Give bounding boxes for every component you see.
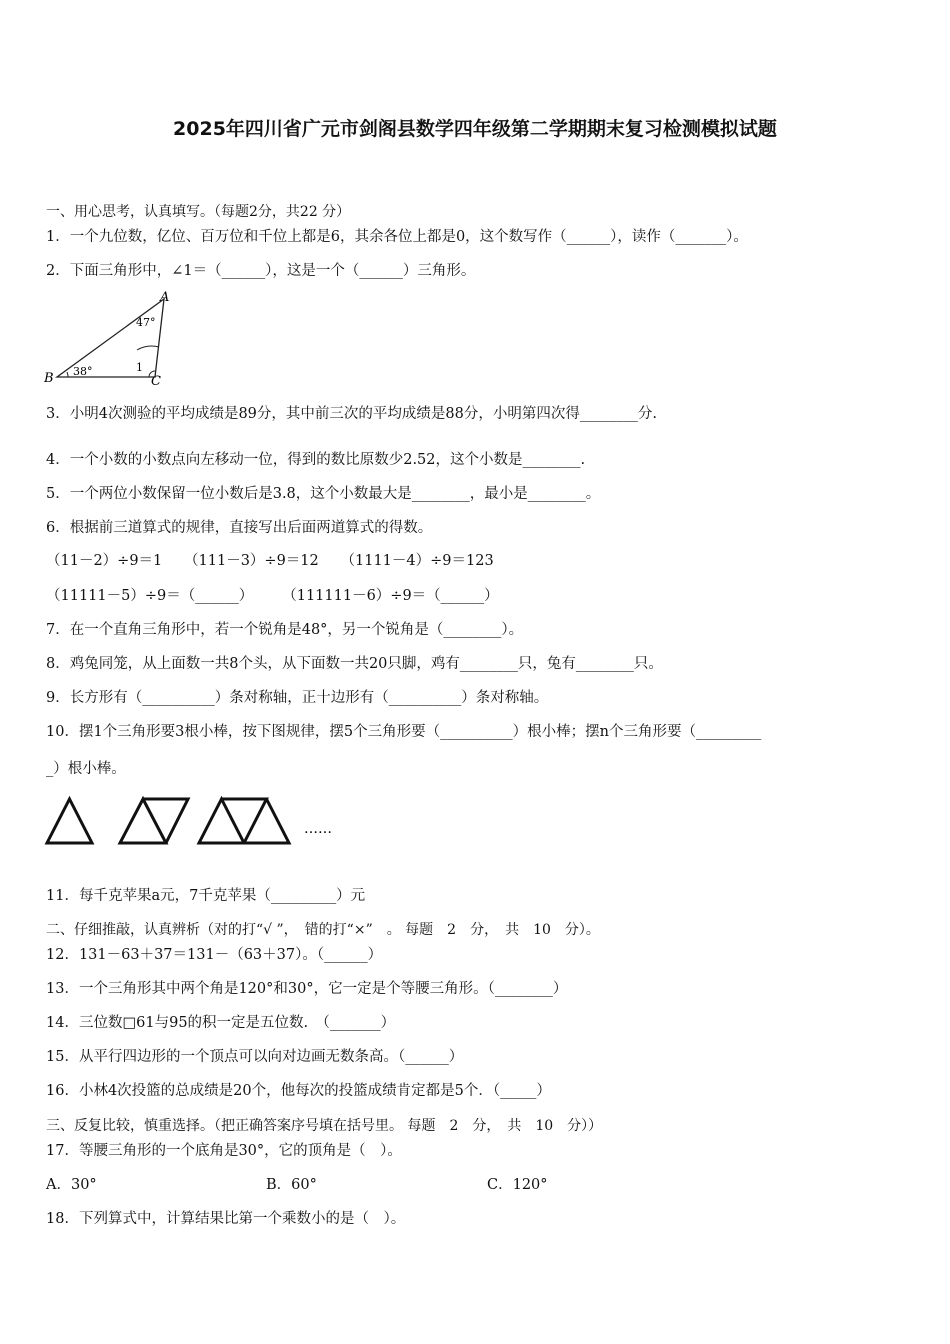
question-18: 18．下列算式中，计算结果比第一个乘数小的是（ ）。 [46, 1211, 406, 1227]
option-a: A．30° [46, 1177, 97, 1193]
option-c: C．120° [487, 1177, 548, 1193]
angle-1-label: 1 [136, 361, 143, 374]
question-4: 4．一个小数的小数点向左移动一位，得到的数比原数少2.52，这个小数是________. [46, 452, 586, 468]
question-6-examples: （11－2）÷9＝1 （111－3）÷9＝12 （1111－4）÷9＝123 [46, 553, 494, 569]
question-9: 9．长方形有（__________）条对称轴，正十边形有（__________）条对称轴。 [46, 690, 549, 706]
question-12: 12．131－63＋37＝131－（63＋37）。（______） [46, 947, 383, 963]
question-2: 2．下面三角形中，∠1＝（______），这是一个（______）三角形。 [46, 263, 476, 279]
section-1-heading: 一、用心思考，认真填写。（每题2分，共22 分） [46, 204, 351, 220]
triangle-label-a: A [160, 290, 170, 305]
triangle-pattern-figure [44, 793, 354, 847]
question-3: 3．小明4次测验的平均成绩是89分，其中前三次的平均成绩是88分，小明第四次得________分. [46, 406, 657, 422]
question-10-continued: _）根小棒。 [46, 761, 126, 777]
question-1: 1．一个九位数，亿位、百万位和千位上都是6，其余各位上都是0，这个数写作（______），读作（_______）。 [46, 229, 748, 245]
question-7: 7．在一个直角三角形中，若一个锐角是48°，另一个锐角是（________）。 [46, 622, 524, 638]
question-14: 14．三位数□61与95的积一定是五位数. （_______） [46, 1015, 396, 1031]
option-b: B．60° [266, 1177, 317, 1193]
question-10: 10．摆1个三角形要3根小棒，按下图规律，摆5个三角形要（__________）根小棒；摆n个三角形要（_________ [46, 724, 762, 740]
question-13: 13．一个三角形其中两个角是120°和30°，它一定是个等腰三角形。（________） [46, 981, 568, 997]
page-title: 2025年四川省广元市剑阁县数学四年级第二学期期末复习检测模拟试题 [173, 118, 777, 140]
question-8: 8．鸡兔同笼，从上面数一共8个头，从下面数一共20只脚，鸡有________只，兔有________只。 [46, 656, 663, 672]
question-15: 15．从平行四边形的一个顶点可以向对边画无数条高。（______） [46, 1049, 464, 1065]
question-6-blanks: （11111－5）÷9＝（______） （111111－6）÷9＝（______） [46, 588, 499, 604]
triangle-label-c: C [151, 374, 161, 389]
triangle-figure [40, 288, 180, 390]
question-11: 11．每千克苹果a元，7千克苹果（_________）元 [46, 888, 366, 904]
section-2-heading: 二、仔细推敲，认真辨析（对的打“√ ”， 错的打“×” 。 每题 2 分， 共 10 分）。 [46, 922, 600, 938]
angle-a-label: 47° [136, 316, 156, 329]
question-6: 6．根据前三道算式的规律，直接写出后面两道算式的得数。 [46, 520, 433, 536]
angle-b-label: 38° [73, 365, 93, 378]
question-17: 17．等腰三角形的一个底角是30°，它的顶角是（ ）。 [46, 1143, 402, 1159]
question-5: 5．一个两位小数保留一位小数后是3.8，这个小数最大是________，最小是________。 [46, 486, 601, 502]
triangle-label-b: B [44, 371, 54, 386]
question-16: 16．小林4次投篮的总成绩是20个，他每次的投篮成绩肯定都是5个．（_____） [46, 1083, 551, 1099]
section-3-heading: 三、反复比较，慎重选择。（把正确答案序号填在括号里。 每题 2 分， 共 10 分）） [46, 1118, 603, 1134]
pattern-ellipsis: …… [304, 821, 332, 837]
